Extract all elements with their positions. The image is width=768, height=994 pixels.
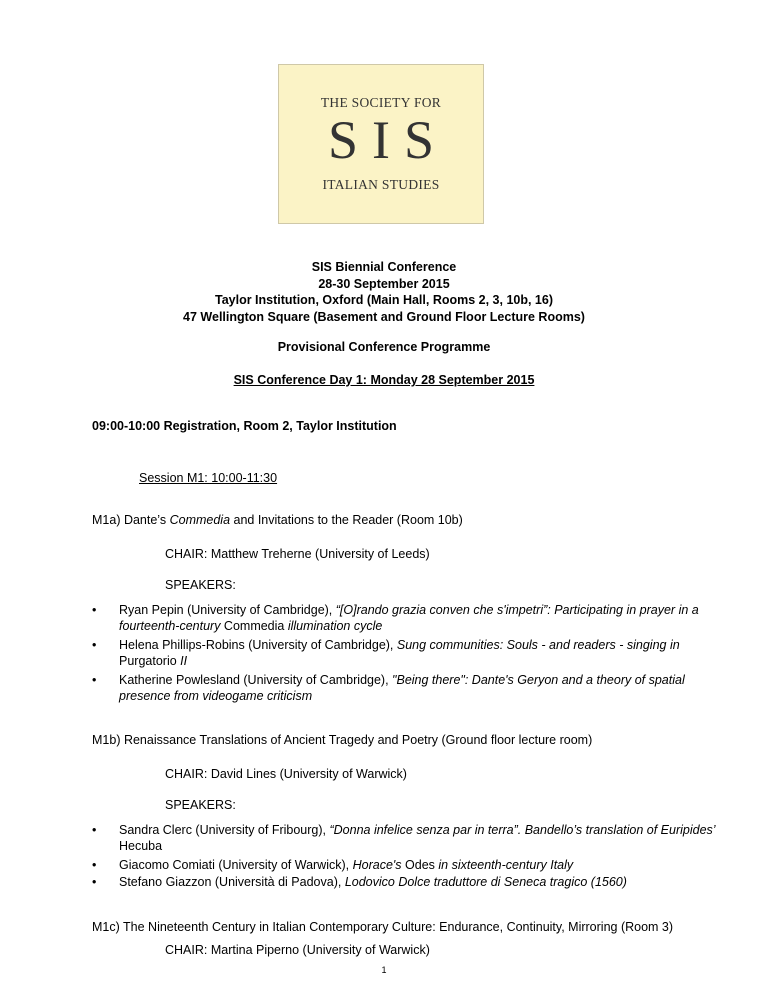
speaker-name: Helena Phillips-Robins (University of Cambridge),	[119, 638, 397, 652]
day-title: SIS Conference Day 1: Monday 28 September 2015	[233, 373, 535, 387]
header-line-3: Taylor Institution, Oxford (Main Hall, Rooms 2, 3, 10b, 16)	[214, 293, 553, 307]
sis-logo	[278, 64, 484, 224]
speaker-name: Katherine Powlesland (University of Cambridge),	[119, 673, 393, 687]
list-item	[119, 637, 719, 669]
speaker-name: Stefano Giazzon (Università di Padova),	[119, 875, 345, 889]
conference-header	[0, 259, 768, 325]
panel-title-part: and Invitations to the Reader (Room 10b)	[230, 513, 463, 527]
panel-chair: CHAIR: Martina Piperno (University of Warwick)	[165, 943, 430, 957]
panel-title-part: M1a) Dante’s	[92, 513, 170, 527]
paper-title: Sung communities: Souls - and readers - singing in	[396, 638, 680, 652]
paper-title: “Donna infelice senza par in terra”. Bandello’s translation of Euripides’	[329, 823, 716, 837]
logo-line-1: THE SOCIETY FOR	[320, 95, 442, 110]
list-item	[119, 822, 719, 854]
panel-chair: CHAIR: David Lines (University of Warwick)	[165, 767, 407, 781]
paper-title: Horace's	[352, 858, 406, 872]
paper-title: Odes	[405, 858, 435, 872]
speakers-label: SPEAKERS:	[165, 798, 236, 812]
paper-title: illumination cycle	[284, 619, 383, 633]
speaker-name: Sandra Clerc (University of Fribourg),	[119, 823, 330, 837]
panel-title-m1c: M1c) The Nineteenth Century in Italian Contemporary Culture: Endurance, Continuity, Mirroring (Room 3)	[92, 920, 674, 934]
panel-chair: CHAIR: Matthew Treherne (University of Leeds)	[165, 547, 430, 561]
list-item	[119, 857, 719, 873]
paper-title: “[O]rando grazia conven che s'impetri”: Participating in prayer in a fourteenth-century	[119, 603, 699, 633]
list-item	[119, 672, 719, 704]
header-line-1: SIS Biennial Conference	[311, 260, 457, 274]
paper-title: in sixteenth-century Italy	[434, 858, 574, 872]
speakers-label: SPEAKERS:	[165, 578, 236, 592]
panel-title-part: Commedia	[169, 513, 231, 527]
paper-title: "Being there": Dante's Geryon and a theory of spatial presence from videogame criticism	[119, 673, 685, 703]
speaker-name: Ryan Pepin (University of Cambridge),	[119, 603, 336, 617]
panel-title-m1b: M1b) Renaissance Translations of Ancient Tragedy and Poetry (Ground floor lecture room)	[92, 733, 593, 747]
programme-title: Provisional Conference Programme	[277, 340, 491, 354]
paper-title: Lodovico Dolce traduttore di Seneca tragico (1560)	[344, 875, 627, 889]
logo-monogram: SIS	[327, 110, 449, 170]
list-item	[119, 874, 719, 890]
paper-title: Commedia	[223, 619, 285, 633]
paper-title: Purgatorio	[119, 654, 177, 668]
list-item	[119, 602, 719, 634]
speaker-name: Giacomo Comiati (University of Warwick),	[119, 858, 353, 872]
panel-title-m1a	[92, 513, 463, 527]
logo-line-3: ITALIAN STUDIES	[322, 177, 440, 192]
header-line-2: 28-30 September 2015	[318, 276, 450, 291]
header-line-4: 47 Wellington Square (Basement and Ground Floor Lecture Rooms)	[183, 309, 585, 324]
page-number: 1	[381, 965, 387, 975]
session-title: Session M1: 10:00-11:30	[139, 471, 278, 485]
paper-title: II	[176, 654, 188, 668]
paper-title: Hecuba	[119, 839, 163, 853]
registration-line: 09:00-10:00 Registration, Room 2, Taylor Institution	[92, 419, 397, 433]
